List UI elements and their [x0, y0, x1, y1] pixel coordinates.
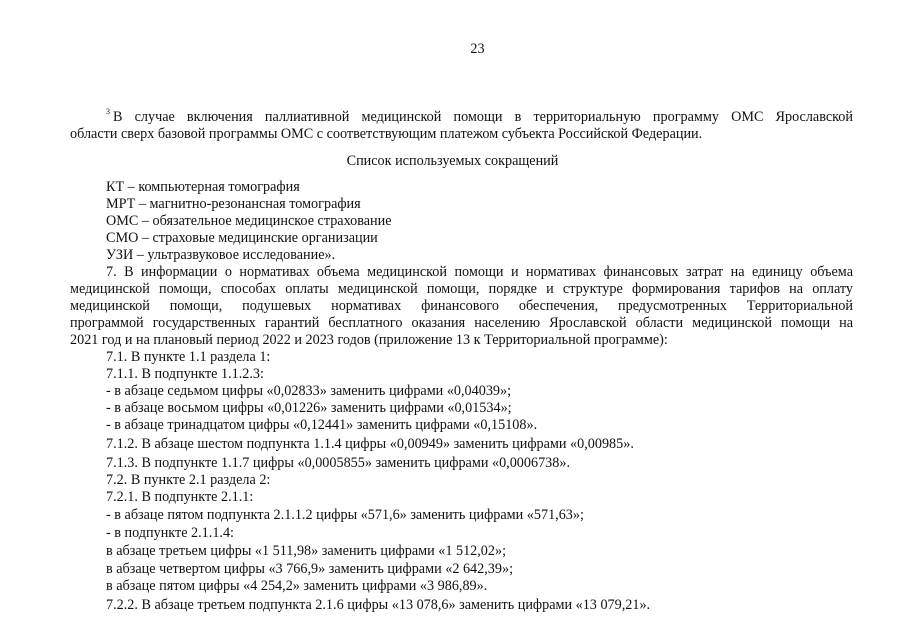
amendment-item: 7.2.1. В подпункте 2.1.1: [106, 489, 254, 505]
amendment-item: 7.1. В пункте 1.1 раздела 1: [106, 349, 271, 365]
paragraph-7-line: 2021 год и на плановый период 2022 и 2023 годов (приложение 13 к Территориальной программе): [70, 332, 668, 348]
amendment-item: в абзаце пятом цифры «4 254,2» заменить цифрами «3 986,89». [106, 578, 488, 594]
abbreviation-item: КТ – компьютерная томография [106, 179, 300, 195]
abbreviation-item: УЗИ – ультразвуковое исследование». [106, 247, 336, 263]
amendment-item: 7.1.3. В подпункте 1.1.7 цифры «0,0005855» заменить цифрами «0,0006738». [106, 455, 571, 471]
amendment-item: - в абзаце седьмом цифры «0,02833» заменить цифрами «0,04039»; [106, 383, 512, 399]
footnote-text-1: В случае включения паллиативной медицинской помощи в территориальную программу ОМС Ярославской [113, 109, 853, 125]
amendment-item: - в абзаце тринадцатом цифры «0,12441» заменить цифрами «0,15108». [106, 417, 538, 433]
footnote-line-1 [106, 109, 853, 126]
abbreviation-item: СМО – страховые медицинские организации [106, 230, 378, 246]
amendment-item: 7.2.2. В абзаце третьем подпункта 2.1.6 цифры «13 078,6» заменить цифрами «13 079,21». [106, 597, 651, 613]
paragraph-7-line: медицинской помощи, способах оплаты медицинской помощи, порядке и структуре формирования тарифов на оплату [70, 281, 853, 297]
amendment-item: в абзаце третьем цифры «1 511,98» заменить цифрами «1 512,02»; [106, 543, 507, 559]
footnote-marker: 3 [106, 107, 110, 116]
amendment-item: - в абзаце пятом подпункта 2.1.1.2 цифры «571,6» заменить цифрами «571,63»; [106, 507, 584, 523]
amendment-item: - в абзаце восьмом цифры «0,01226» заменить цифрами «0,01534»; [106, 400, 512, 416]
footnote-line-2: области сверх базовой программы ОМС с соответствующим платежом субъекта Российской Федерации. [70, 126, 703, 142]
abbreviation-item: ОМС – обязательное медицинское страхование [106, 213, 392, 229]
amendment-item: 7.2. В пункте 2.1 раздела 2: [106, 472, 271, 488]
paragraph-7-line: медицинской помощи, подушевых нормативах финансового обеспечения, предусмотренных Территориальной [70, 298, 853, 314]
abbreviations-title: Список используемых сокращений [346, 153, 559, 169]
amendment-item: - в подпункте 2.1.1.4: [106, 525, 234, 541]
abbreviation-item: МРТ – магнитно-резонансная томография [106, 196, 361, 212]
amendment-item: 7.1.1. В подпункте 1.1.2.3: [106, 366, 264, 382]
paragraph-7-line: программой государственных гарантий бесплатного оказания населению Ярославской области медицинской помощи на [70, 315, 853, 331]
paragraph-7-line: 7. В информации о нормативах объема медицинской помощи и нормативах финансовых затрат на единицу объема [106, 264, 853, 280]
page-number: 23 [470, 41, 485, 57]
amendment-item: 7.1.2. В абзаце шестом подпункта 1.1.4 цифры «0,00949» заменить цифрами «0,00985». [106, 436, 634, 452]
amendment-item: в абзаце четвертом цифры «3 766,9» заменить цифрами «2 642,39»; [106, 561, 514, 577]
